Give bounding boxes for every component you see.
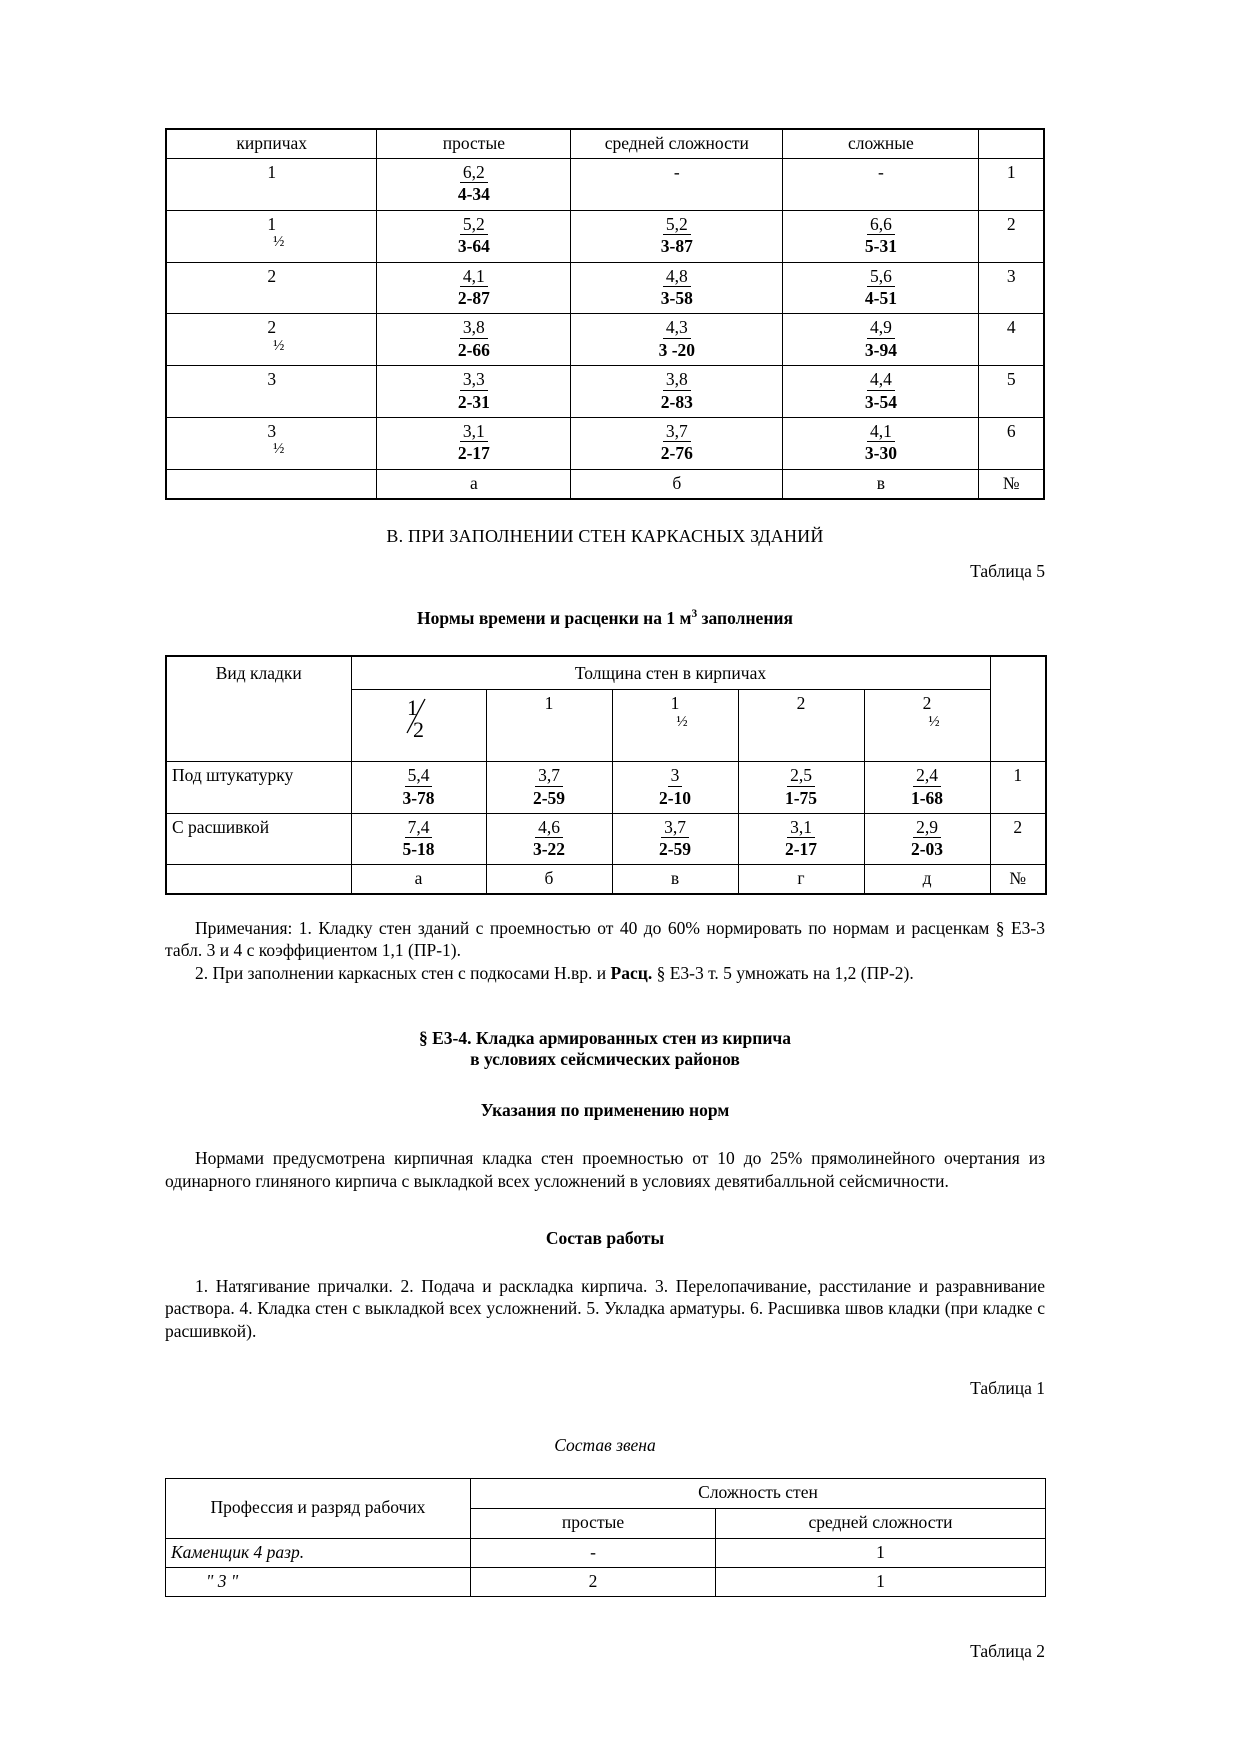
cell-simple-count: - [471,1538,716,1567]
footer-cell: а [351,864,486,894]
cell-rate [783,159,979,211]
th-masonry-type: Вид кладки [166,656,351,762]
usage-paragraph: Нормами предусмотрена кирпичная кладка стен проемностью от 10 до 25% прямолинейного очертания из одинарного глиняного кирпича с выкладкой всех усложнений в условиях девятибалльной сейсмичности. [165,1148,1045,1191]
table-row-header [166,1479,1046,1509]
note-2-emphasis: Расц. [610,962,653,983]
th-complex: сложные [783,129,979,159]
cell-simple-count: 2 [471,1567,716,1596]
cell-rate [377,263,571,314]
cell-rate [377,314,571,366]
price-value: 2-59 [658,838,692,859]
table-filling-norms [165,655,1047,895]
table-row [166,263,1044,314]
th-medium: средней сложности [571,129,783,159]
cell-profession: " 3 " [166,1567,471,1596]
thickness-int: 1 [267,214,277,235]
price-value: 3-87 [660,236,693,257]
price-value: 2-87 [457,288,490,309]
cell-row-number: 6 [979,417,1044,469]
table-row [166,366,1044,417]
footer-cell: б [571,469,783,499]
th-bricks: кирпичах [166,129,377,159]
table-row-footer [166,864,1046,894]
note-2-text-start: 2. При заполнении каркасных стен с подкосами Н.вр. и [195,962,611,983]
th-thickness-1 [486,690,612,762]
norm-value: 3 [668,765,683,786]
svg-text:1: 1 [406,695,418,721]
price-value: 3-54 [864,391,897,412]
cell-row-number: 4 [979,314,1044,366]
table-caption-1: Таблица 1 [970,1378,1045,1399]
th-profession-grade: Профессия и разряд рабочих [166,1479,471,1538]
fraction-one-half [397,693,441,743]
price-value: 2-03 [910,838,944,859]
cell-row-number: 5 [979,366,1044,417]
subheading-usage: Указания по применению норм [480,1100,730,1121]
footer-cell: д [864,864,990,894]
norm-value: 3,1 [787,817,815,838]
norm-value: 3,3 [460,369,488,390]
footer-cell: в [783,469,979,499]
cell-medium-count: 1 [716,1538,1046,1567]
dash-value: - [878,162,884,183]
table-row [166,314,1044,366]
section-heading-e34-line1: § Е3-4. Кладка армированных стен из кирпича [418,1028,792,1049]
price-value: 1-75 [784,787,818,808]
price-value: 2-59 [532,787,566,808]
th-thickness-2-half [864,690,990,762]
thickness-frac: ½ [273,337,285,354]
thickness-int: 1 [544,693,554,714]
table-title-superscript: 3 [691,608,698,621]
th-number [990,656,1046,762]
cell-thickness [166,263,377,314]
norm-value: 5,6 [867,266,895,287]
norm-value: 4,4 [867,369,895,390]
table-row-footer [166,469,1044,499]
th-wall-complexity: Сложность стен [471,1479,1046,1509]
top-spacer [165,0,1045,10]
norm-value: 3,8 [663,369,691,390]
section-heading-v: В. ПРИ ЗАПОЛНЕНИИ СТЕН КАРКАСНЫХ ЗДАНИЙ [386,525,824,546]
thickness-int: 1 [267,162,277,183]
price-value: 3-22 [532,838,566,859]
table-caption-5: Таблица 5 [970,560,1045,581]
cell-rate [783,366,979,417]
th-medium-complexity: средней сложности [716,1509,1046,1538]
cell-rate [571,159,783,211]
norm-value: 4,1 [867,421,895,442]
norm-value: 2,4 [913,765,941,786]
norm-value: 4,3 [663,317,691,338]
norm-value: 5,2 [663,214,691,235]
table-row [166,417,1044,469]
footer-cell [166,864,351,894]
price-value: 3 -20 [658,339,696,360]
th-thickness-2 [738,690,864,762]
price-value: 3-64 [457,236,490,257]
cell-row-number: 3 [979,263,1044,314]
cell-rate [864,813,990,864]
norm-value: 3,8 [460,317,488,338]
cell-rate [486,762,612,813]
table-row [166,1567,1046,1596]
cell-medium-count: 1 [716,1567,1046,1596]
footer-cell: № [990,864,1046,894]
section-heading-e34-line2: в условиях сейсмических районов [470,1049,740,1070]
thickness-frac: ½ [273,234,285,251]
norm-value: 4,6 [535,817,563,838]
svg-text:2: 2 [412,717,424,740]
cell-rate [612,813,738,864]
thickness-int: 1 [670,693,680,714]
norm-value: 2,5 [787,765,815,786]
table-row-header [166,656,1046,690]
cell-profession: Каменщик 4 разр. [166,1538,471,1567]
cell-row-number: 1 [979,159,1044,211]
table-title-prefix: Нормы времени и расценки на 1 м [417,607,692,628]
cell-row-number: 1 [990,762,1046,813]
norm-value: 6,2 [460,162,488,183]
cell-rate [571,211,783,263]
cell-thickness [166,211,377,263]
price-value: 2-31 [457,391,490,412]
table-caption-2: Таблица 2 [970,1641,1045,1662]
note-2 [165,962,1045,984]
th-thickness-group: Толщина стен в кирпичах [351,656,990,690]
cell-rate [351,813,486,864]
cell-rate [571,263,783,314]
price-value: 4-34 [457,184,490,205]
price-value: 2-83 [660,391,693,412]
price-value: 2-76 [660,442,693,463]
norm-value: 3,7 [535,765,563,786]
fraction-glyph-icon [397,693,441,739]
thickness-frac: ½ [273,440,285,457]
cell-rate [571,314,783,366]
thickness-frac: ½ [676,713,688,730]
norm-value: 4,1 [460,266,488,287]
price-value: 2-17 [457,442,490,463]
table-crew-composition [165,1478,1046,1597]
footer-cell: а [377,469,571,499]
footer-cell: г [738,864,864,894]
cell-masonry-label: С расшивкой [166,813,351,864]
price-value: 2-10 [658,787,692,808]
norm-value: 4,9 [867,317,895,338]
cell-rate [783,263,979,314]
norm-value: 4,8 [663,266,691,287]
thickness-int: 3 [267,369,277,390]
crew-composition-title: Состав звена [554,1435,656,1456]
cell-rate [351,762,486,813]
cell-rate [783,314,979,366]
price-value: 3-78 [402,787,435,808]
footer-cell: в [612,864,738,894]
thickness-int: 2 [922,693,932,714]
cell-masonry-label: Под штукатурку [166,762,351,813]
price-value: 4-51 [864,288,897,309]
cell-thickness [166,417,377,469]
price-value: 3-30 [864,442,897,463]
cell-rate [738,762,864,813]
cell-rate [377,211,571,263]
note-2-text-end: § Е3-3 т. 5 умножать на 1,2 (ПР-2). [652,962,914,983]
table-row [166,762,1046,813]
cell-rate [783,211,979,263]
price-value: 5-18 [402,838,435,859]
norm-value: 5,2 [460,214,488,235]
price-value: 3-94 [864,339,897,360]
thickness-int: 2 [267,266,277,287]
cell-rate [486,813,612,864]
cell-rate [864,762,990,813]
thickness-frac: ½ [928,713,940,730]
footer-cell: б [486,864,612,894]
note-1: Примечания: 1. Кладку стен зданий с проемностью от 40 до 60% нормировать по нормам и расценкам § Е3-3 табл. 3 и 4 с коэффициентом 1,1 (ПР-1). [165,918,1045,961]
price-value: 3-58 [660,288,693,309]
norm-value: 7,4 [405,817,433,838]
table-title-suffix: заполнения [697,607,793,628]
thickness-int: 2 [796,693,806,714]
cell-rate [571,366,783,417]
cell-rate [783,417,979,469]
cell-rate [377,159,571,211]
th-simple: простые [377,129,571,159]
cell-row-number: 2 [979,211,1044,263]
cell-rate [377,366,571,417]
cell-thickness [166,366,377,417]
norm-value: 2,9 [913,817,941,838]
th-simple: простые [471,1509,716,1538]
cell-rate [612,762,738,813]
thickness-int: 3 [267,420,277,441]
th-thickness-1-half [612,690,738,762]
norm-value: 3,1 [460,421,488,442]
price-value: 2-66 [457,339,490,360]
thickness-int: 2 [267,317,277,338]
cell-rate [377,417,571,469]
table-wall-thickness-rates [165,128,1045,500]
subheading-work-composition: Состав работы [545,1227,665,1248]
cell-rate [738,813,864,864]
cell-row-number: 2 [990,813,1046,864]
norm-value: 6,6 [867,214,895,235]
cell-thickness [166,159,377,211]
footer-cell: № [979,469,1044,499]
price-value: 2-17 [784,838,818,859]
table-row [166,1538,1046,1567]
price-value: 1-68 [910,787,944,808]
table-row [166,159,1044,211]
th-thickness-half [351,690,486,762]
cell-thickness [166,314,377,366]
table-row-header [166,129,1044,159]
norm-value: 3,7 [663,421,691,442]
dash-value: - [673,162,680,183]
table-row [166,813,1046,864]
th-number [979,129,1044,159]
norm-value: 3,7 [661,817,689,838]
work-composition-paragraph: 1. Натягивание причалки. 2. Подача и раскладка кирпича. 3. Перелопачивание, расстилание и разравнивание раствора. 4. Кладка стен с выкладкой всех усложнений. 5. Укладка арматуры. 6. Расшивка швов кладки (при кладке с расшивкой). [165,1275,1045,1341]
table-title-norms [165,608,1045,629]
table-row [166,211,1044,263]
document-page [165,0,1045,1755]
norm-value: 5,4 [405,765,433,786]
cell-rate [571,417,783,469]
price-value: 5-31 [864,236,897,257]
footer-cell [166,469,377,499]
